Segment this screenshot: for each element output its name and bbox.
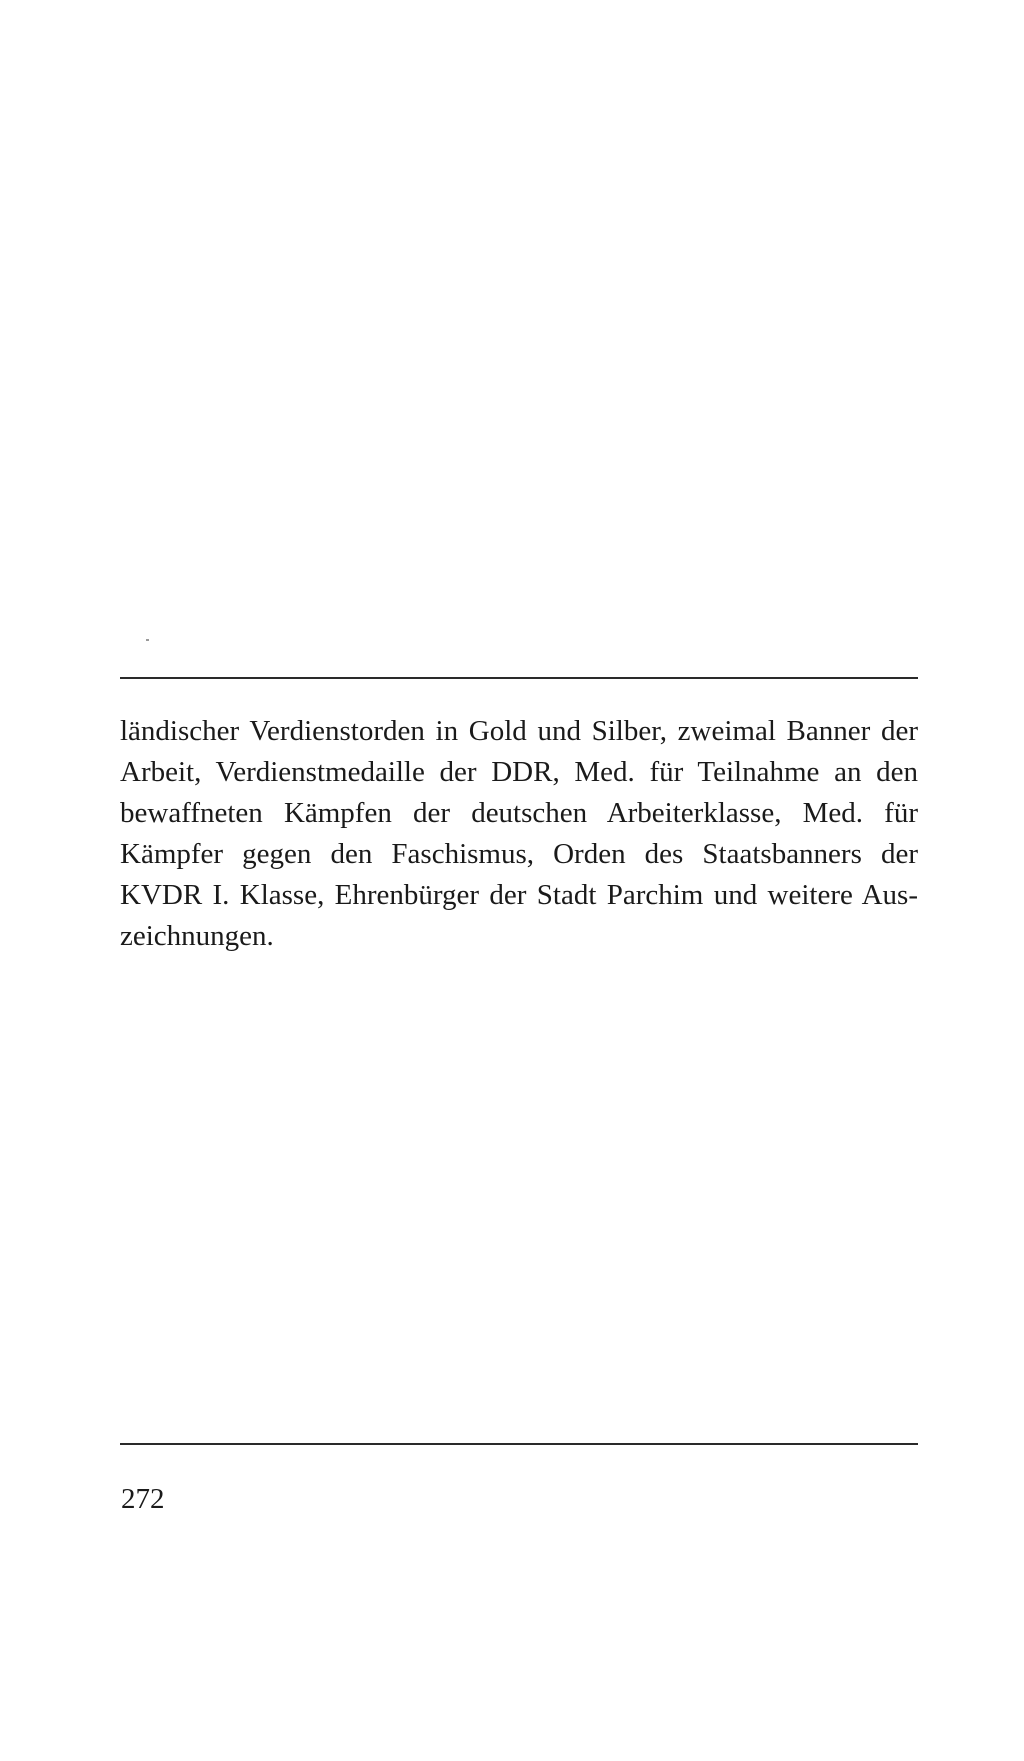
footnote-line: Arbeit, Verdienstmedaille der DDR, Med. für Teilnahme an den: [120, 756, 918, 788]
scan-speck: [146, 639, 149, 641]
footnote-line: KVDR I. Klasse, Ehrenbürger der Stadt Parchim und weitere Aus-: [120, 879, 918, 911]
footnote-text: [120, 711, 918, 957]
footnote-line: Kämpfer gegen den Faschismus, Orden des Staatsbanners der: [120, 838, 918, 870]
footer-rule: [120, 1443, 918, 1445]
footnote-line: zeichnungen.: [120, 920, 274, 952]
footnote-line: bewaffneten Kämpfen der deutschen Arbeiterklasse, Med. für: [120, 797, 918, 829]
footnote-line: ländischer Verdienstorden in Gold und Silber, zweimal Banner der: [120, 715, 918, 747]
footnote-separator-rule: [120, 677, 918, 679]
page-number: 272: [121, 1483, 165, 1515]
